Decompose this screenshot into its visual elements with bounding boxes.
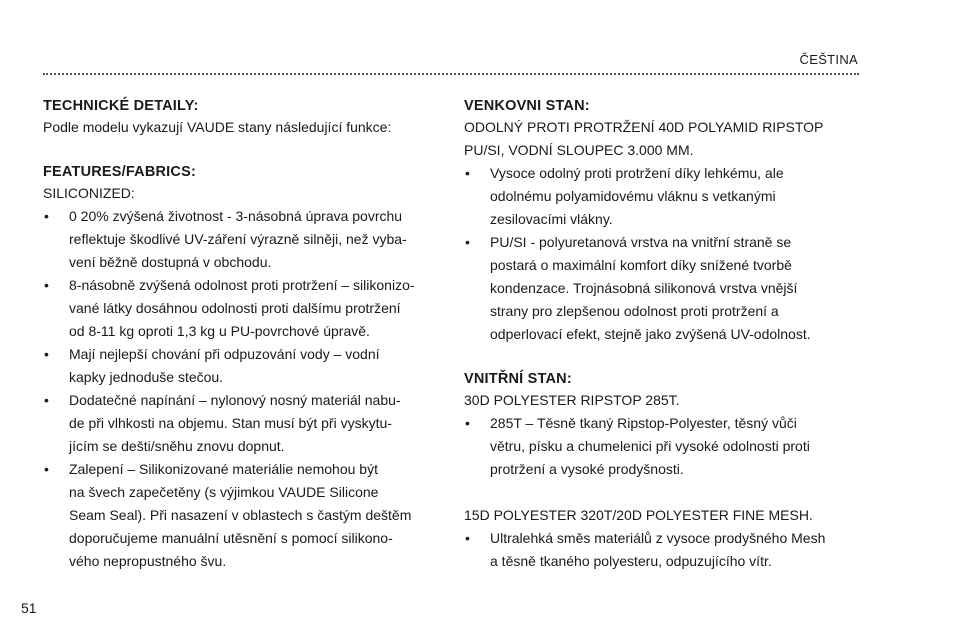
bullet-item: • 8-násobně zvýšená odolnost proti protržení – silikonizo- vané látky dosáhnou odolnosti proti dalšímu protržení od 8-11 kg oproti 1,3 kg u PU-povrchové úpravě. — [43, 274, 439, 343]
outer-tent-spec: ODOLNÝ PROTI PROTRŽENÍ 40D POLYAMID RIPSTOP PU/SI, VODNÍ SLOUPEC 3.000 MM. — [464, 119, 824, 158]
page-number: 51 — [21, 600, 37, 616]
technical-details-heading: TECHNICKÉ DETAILY: — [43, 98, 199, 114]
features-fabrics-heading: FEATURES/FABRICS: — [43, 164, 196, 180]
outer-tent-heading: VENKOVNI STAN: — [464, 98, 590, 114]
inner-tent-bullet-list — [464, 412, 860, 481]
outer-tent-bullet-list — [464, 162, 860, 346]
mesh-bullet-list — [464, 527, 860, 573]
bullet-item: • Ultralehká směs materiálů z vysoce prodyšného Mesh a těsně tkaného polyesteru, odpuzujícího vítr. — [464, 527, 860, 573]
bullet-item: • Dodatečné napínání – nylonový nosný materiál nabu- de při vlhkosti na objemu. Stan musí být při vyskytu- jícím se dešti/sněhu znovu dopnut. — [43, 389, 439, 458]
bullet-item: • Vysoce odolný proti protržení díky lehkému, ale odolnému polyamidovému vláknu s vetkanými zesilovacími vlákny. — [464, 162, 860, 231]
bullet-item: • Zalepení – Silikonizované materiálie nemohou být na švech zapečetěny (s výjimkou VAUDE Silicone Seam Seal). Při nasazení v oblastech s častým deštěm doporučujeme manuální utěsnění s pomocí silikono- vého nepropustného švu. — [43, 458, 439, 573]
left-column — [43, 96, 439, 573]
bullet-item: • 285T – Těsně tkaný Ripstop-Polyester, těsný vůči větru, písku a chumelenici při vysoké odolnosti proti protržení a vysoké prodyšnosti. — [464, 412, 860, 481]
inner-tent-spec: 30D POLYESTER RIPSTOP 285T. — [464, 392, 680, 408]
technical-details-text: Podle modelu vykazují VAUDE stany následující funkce: — [43, 119, 392, 135]
bullet-item: • 0 20% zvýšená životnost - 3-násobná úprava povrchu reflektuje škodlivé UV-záření výrazně silněji, než vyba- vení běžně dostupná v obchodu. — [43, 205, 439, 274]
language-label: ČEŠTINA — [799, 52, 858, 67]
siliconized-bullet-list — [43, 205, 439, 573]
mesh-spec: 15D POLYESTER 320T/20D POLYESTER FINE MESH. — [464, 507, 813, 523]
siliconized-label: SILICONIZED: — [43, 185, 135, 201]
bullet-item: • PU/SI - polyuretanová vrstva na vnitřní straně se postará o maximální komfort díky snížené tvorbě kondenzace. Trojnásobná silikonová vrstva vnější strany pro zlepšenou odolnost proti protržení a odperlovací efekt, stejně jako zvýšená UV-odolnost. — [464, 231, 860, 346]
inner-tent-heading: VNITŘNÍ STAN: — [464, 371, 572, 387]
bullet-item: • Mají nejlepší chování při odpuzování vody – vodní kapky jednoduše stečou. — [43, 343, 439, 389]
dotted-divider — [43, 73, 859, 75]
right-column — [464, 96, 860, 573]
